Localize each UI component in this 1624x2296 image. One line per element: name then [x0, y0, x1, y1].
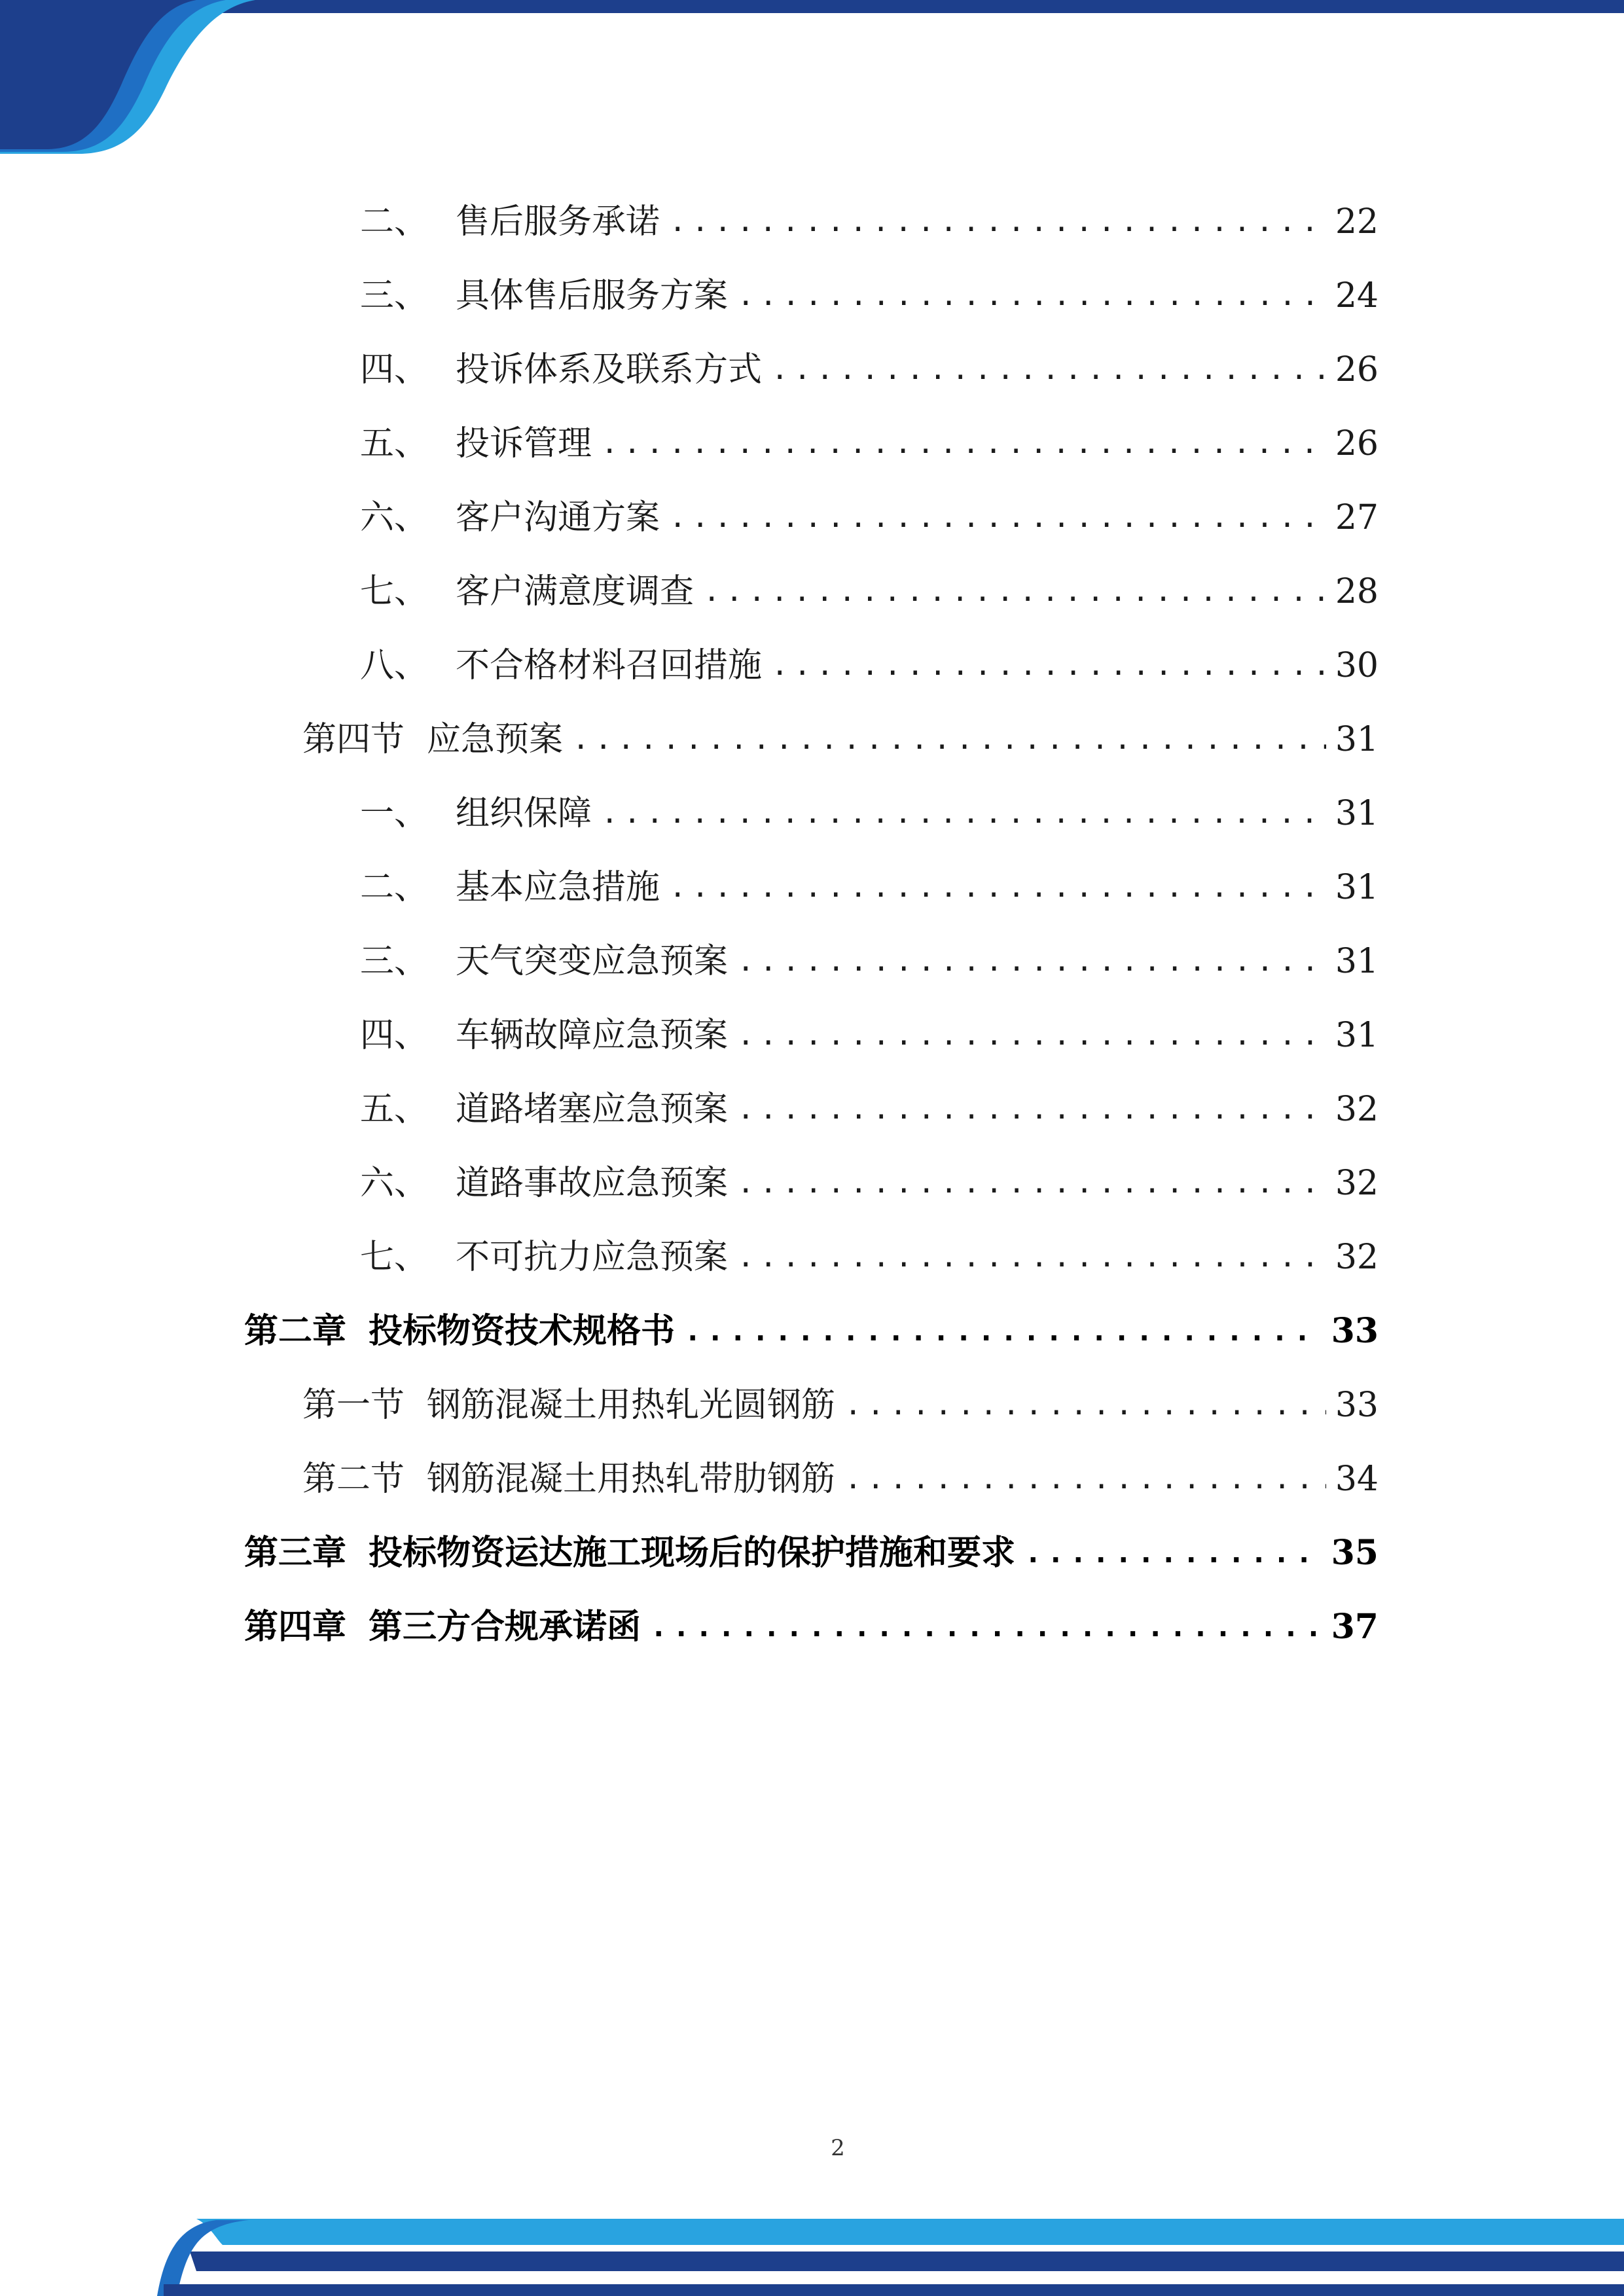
toc-entry-prefix: 第一节 [302, 1385, 405, 1425]
toc-entry-prefix: 第四章 [244, 1606, 347, 1647]
dot-leader [844, 1465, 1326, 1494]
toc-entry[interactable] [360, 998, 1379, 1072]
dot-leader [669, 207, 1326, 236]
toc-entry-page: 32 [1335, 1089, 1379, 1129]
toc-entry[interactable] [302, 1442, 1379, 1516]
dot-leader [737, 281, 1326, 310]
toc-entry-prefix: 三、 [360, 941, 429, 981]
toc-entry-prefix: 一、 [360, 793, 429, 833]
toc-entry[interactable] [360, 776, 1379, 850]
toc-entry-page: 27 [1335, 497, 1379, 537]
toc-entry[interactable] [360, 406, 1379, 480]
toc-entry-title: 售后服务承诺 [456, 202, 660, 242]
toc-entry-prefix: 五、 [360, 423, 429, 463]
toc-entry-title: 钢筋混凝土用热轧带肋钢筋 [427, 1459, 836, 1499]
toc-entry-prefix: 八、 [360, 645, 429, 685]
toc-entry-page: 32 [1335, 1163, 1379, 1203]
toc-entry-title: 应急预案 [427, 719, 564, 759]
toc-entry-page: 31 [1335, 867, 1379, 907]
dot-leader [669, 873, 1326, 902]
toc-entry-page: 24 [1335, 276, 1379, 315]
toc-entry-title: 投标物资技术规格书 [369, 1310, 676, 1351]
toc-entry[interactable] [302, 702, 1379, 776]
toc-entry-prefix: 第二节 [302, 1459, 405, 1499]
toc-entry[interactable] [244, 1516, 1379, 1590]
dot-leader [684, 1317, 1322, 1346]
dot-leader [1024, 1539, 1322, 1568]
dot-leader [737, 1021, 1326, 1050]
toc-entry-page: 31 [1335, 793, 1379, 833]
toc-entry-title: 基本应急措施 [456, 867, 660, 907]
toc-entry-title: 钢筋混凝土用热轧光圆钢筋 [427, 1385, 836, 1425]
toc-entry-title: 组织保障 [456, 793, 592, 833]
toc-entry-prefix: 第二章 [244, 1310, 347, 1351]
toc-entry-title: 道路事故应急预案 [456, 1163, 729, 1203]
toc-entry[interactable] [360, 554, 1379, 628]
toc-entry[interactable] [302, 1368, 1379, 1442]
toc-entry-page: 34 [1335, 1459, 1379, 1499]
toc-entry[interactable] [360, 1146, 1379, 1220]
toc-entry-page: 37 [1331, 1606, 1379, 1647]
toc-entry-title: 天气突变应急预案 [456, 941, 729, 981]
toc-entry[interactable] [360, 332, 1379, 406]
toc-entry-prefix: 七、 [360, 571, 429, 611]
toc-entry-page: 31 [1335, 1015, 1379, 1055]
dot-leader [601, 799, 1326, 828]
dot-leader [737, 947, 1326, 976]
toc-entry-prefix: 三、 [360, 276, 429, 315]
dot-leader [844, 1391, 1326, 1420]
toc-entry-page: 33 [1335, 1385, 1379, 1425]
toc-entry-title: 投标物资运达施工现场后的保护措施和要求 [369, 1532, 1016, 1573]
toc-entry[interactable] [360, 628, 1379, 702]
toc-entry-page: 31 [1335, 719, 1379, 759]
toc-entry-page: 33 [1331, 1310, 1379, 1351]
toc-entry-prefix: 二、 [360, 202, 429, 242]
toc-entry[interactable] [360, 850, 1379, 924]
dot-leader [737, 1169, 1326, 1198]
toc-entry[interactable] [244, 1590, 1379, 1664]
toc-entry-page: 22 [1335, 202, 1379, 242]
toc-entry-prefix: 六、 [360, 497, 429, 537]
toc-entry-prefix: 二、 [360, 867, 429, 907]
toc-entry-page: 26 [1335, 350, 1379, 389]
toc-entry-title: 车辆故障应急预案 [456, 1015, 729, 1055]
toc-entry[interactable] [360, 1220, 1379, 1294]
toc-entry-title: 客户满意度调查 [456, 571, 695, 611]
toc-entry-page: 35 [1331, 1532, 1379, 1573]
toc-entry-title: 投诉管理 [456, 423, 592, 463]
toc-entry-prefix: 五、 [360, 1089, 429, 1129]
toc-entry-prefix: 四、 [360, 350, 429, 389]
dot-leader [771, 355, 1326, 384]
toc-entry[interactable] [360, 924, 1379, 998]
dot-leader [737, 1243, 1326, 1272]
dot-leader [650, 1613, 1322, 1641]
toc-entry-page: 31 [1335, 941, 1379, 981]
toc-entry-prefix: 六、 [360, 1163, 429, 1203]
toc-entry-prefix: 第四节 [302, 719, 405, 759]
dot-leader [572, 725, 1326, 754]
toc-entry[interactable] [244, 1294, 1379, 1368]
toc-entry[interactable] [360, 1072, 1379, 1146]
toc-entry-prefix: 四、 [360, 1015, 429, 1055]
toc-entry-page: 26 [1335, 423, 1379, 463]
toc-entry-title: 道路堵塞应急预案 [456, 1089, 729, 1129]
dot-leader [601, 429, 1326, 458]
toc-entry[interactable] [360, 480, 1379, 554]
toc-entry-title: 不合格材料召回措施 [456, 645, 763, 685]
page-number: 2 [831, 2135, 845, 2161]
toc-entry-prefix: 七、 [360, 1237, 429, 1277]
toc-entry[interactable] [360, 259, 1379, 332]
toc-entry-prefix: 第三章 [244, 1532, 347, 1573]
dot-leader [737, 1095, 1326, 1124]
toc-entry-page: 28 [1335, 571, 1379, 611]
toc-entry-title: 投诉体系及联系方式 [456, 350, 763, 389]
toc-entry-title: 不可抗力应急预案 [456, 1237, 729, 1277]
toc-entry-page: 32 [1335, 1237, 1379, 1277]
toc-entry-page: 30 [1335, 645, 1379, 685]
toc-entry-title: 客户沟通方案 [456, 497, 660, 537]
dot-leader [771, 651, 1326, 680]
toc-entry-title: 第三方合规承诺函 [369, 1606, 641, 1647]
dot-leader [669, 503, 1326, 532]
toc-entry-title: 具体售后服务方案 [456, 276, 729, 315]
dot-leader [703, 577, 1326, 606]
toc-entry[interactable] [360, 185, 1379, 259]
